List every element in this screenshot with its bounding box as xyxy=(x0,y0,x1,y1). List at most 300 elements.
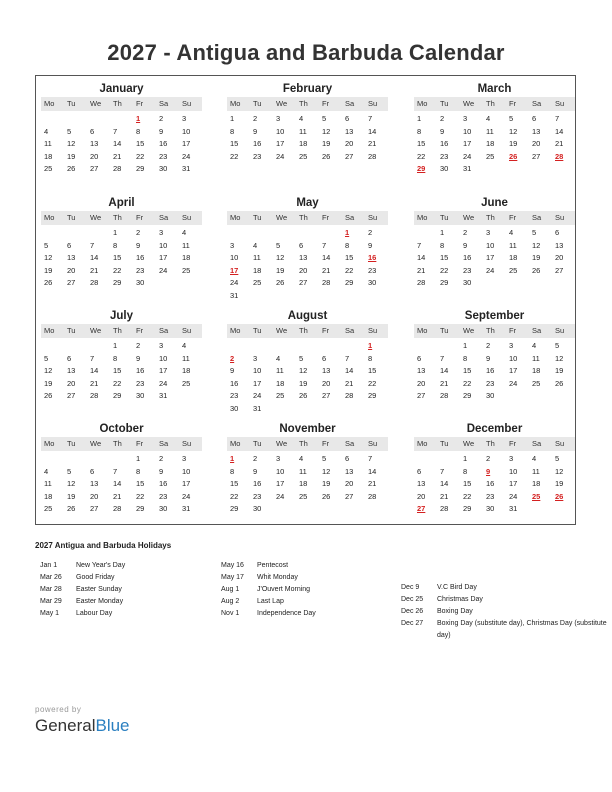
month-name: November xyxy=(279,423,336,435)
day-cell: 25 xyxy=(532,378,541,388)
month-november xyxy=(227,421,388,516)
day-cell: 12 xyxy=(276,253,285,263)
weekday-label: Mo xyxy=(44,326,55,335)
day-cell: 10 xyxy=(159,353,168,363)
weekday-label: Su xyxy=(182,99,192,108)
day-cell: 5 xyxy=(322,114,327,123)
day-cell: 22 xyxy=(417,151,426,161)
days-grid xyxy=(41,453,202,516)
day-cell: 6 xyxy=(532,114,537,123)
day-cell: 26 xyxy=(44,391,53,401)
day-cell: 13 xyxy=(417,479,426,489)
weekday-label: Su xyxy=(368,213,378,222)
weekday-label: Tu xyxy=(253,326,262,335)
weekday-label: Tu xyxy=(440,213,449,222)
weekday-label: We xyxy=(90,439,102,448)
weekday-label: Mo xyxy=(230,99,241,108)
day-cell: 17 xyxy=(276,139,285,149)
day-cell: 29 xyxy=(136,504,145,514)
day-cell: 21 xyxy=(555,139,564,149)
day-cell: 16 xyxy=(136,366,145,376)
holiday-day-cell: 17 xyxy=(230,265,239,275)
day-cell: 14 xyxy=(113,479,122,489)
weekday-label: Sa xyxy=(532,326,542,335)
day-cell: 21 xyxy=(440,378,449,388)
holiday-row xyxy=(40,560,125,572)
day-cell: 8 xyxy=(463,466,468,476)
day-cell: 22 xyxy=(230,151,239,161)
day-cell: 11 xyxy=(299,126,307,136)
holiday-row xyxy=(221,572,316,584)
day-cell: 3 xyxy=(463,114,468,123)
day-cell: 2 xyxy=(368,228,373,237)
weekday-label: Fr xyxy=(136,99,144,108)
holiday-name: Easter Sunday xyxy=(76,586,122,593)
day-cell: 29 xyxy=(368,391,377,401)
day-cell: 21 xyxy=(322,265,331,275)
month-october xyxy=(41,421,202,516)
day-cell: 10 xyxy=(463,126,472,136)
holiday-name: Christmas Day xyxy=(437,596,483,603)
day-cell: 7 xyxy=(113,126,118,136)
day-cell: 21 xyxy=(113,151,122,161)
day-cell: 15 xyxy=(113,366,122,376)
holiday-name: Easter Monday xyxy=(76,598,124,605)
day-cell: 20 xyxy=(417,491,426,501)
day-cell: 13 xyxy=(90,479,99,489)
days-grid xyxy=(414,453,575,516)
weekday-label: Fr xyxy=(509,213,517,222)
day-cell: 13 xyxy=(67,253,76,263)
day-cell: 22 xyxy=(113,378,122,388)
day-cell: 29 xyxy=(463,504,472,514)
month-name: July xyxy=(109,310,133,322)
day-cell: 31 xyxy=(509,504,518,514)
day-cell: 9 xyxy=(136,353,141,363)
holiday-day-cell: 1 xyxy=(136,114,141,123)
holiday-date: Dec 9 xyxy=(401,584,420,591)
empty-cell xyxy=(414,453,437,466)
month-name: August xyxy=(287,310,328,322)
empty-cell xyxy=(87,340,110,353)
day-cell: 4 xyxy=(509,228,514,237)
day-cell: 29 xyxy=(440,278,449,288)
holiday-row xyxy=(40,608,125,620)
day-cell: 9 xyxy=(253,126,258,136)
day-cell: 24 xyxy=(159,265,168,275)
weekday-label: Fr xyxy=(509,326,517,335)
empty-cell xyxy=(319,340,342,353)
weekday-label: Sa xyxy=(532,213,542,222)
day-cell: 21 xyxy=(345,378,354,388)
day-cell: 5 xyxy=(555,454,560,463)
day-cell: 5 xyxy=(276,240,281,250)
weekday-label: Sa xyxy=(532,439,542,448)
day-cell: 26 xyxy=(299,391,308,401)
day-cell: 31 xyxy=(182,164,191,174)
day-cell: 3 xyxy=(182,114,187,123)
weekday-label: Sa xyxy=(345,439,355,448)
day-cell: 26 xyxy=(44,278,53,288)
day-cell: 17 xyxy=(159,253,168,263)
day-cell: 19 xyxy=(44,265,53,275)
day-cell: 15 xyxy=(230,479,239,489)
day-cell: 27 xyxy=(555,265,564,275)
day-cell: 21 xyxy=(417,265,426,275)
day-cell: 17 xyxy=(159,366,168,376)
day-cell: 3 xyxy=(509,341,514,350)
day-cell: 3 xyxy=(276,114,281,123)
days-grid xyxy=(414,227,575,290)
holiday-date: Aug 1 xyxy=(221,586,240,593)
holiday-row xyxy=(40,572,125,584)
day-cell: 23 xyxy=(463,265,472,275)
holiday-day-cell: 1 xyxy=(230,454,235,463)
day-cell: 25 xyxy=(44,504,53,514)
day-cell: 10 xyxy=(253,366,262,376)
month-december xyxy=(414,421,575,516)
weekday-label: Th xyxy=(113,99,122,108)
weekday-label: Th xyxy=(486,326,495,335)
day-cell: 16 xyxy=(159,139,168,149)
holiday-row xyxy=(221,596,316,608)
month-august xyxy=(227,308,388,416)
day-cell: 3 xyxy=(486,228,491,237)
day-cell: 12 xyxy=(322,126,331,136)
days-grid xyxy=(227,453,388,516)
days-grid xyxy=(41,227,202,290)
day-cell: 3 xyxy=(159,228,164,237)
holiday-day-cell: 28 xyxy=(555,151,564,161)
day-cell: 16 xyxy=(253,139,262,149)
month-name: April xyxy=(108,197,135,209)
day-cell: 28 xyxy=(368,491,377,501)
day-cell: 2 xyxy=(440,114,445,123)
holiday-row xyxy=(401,618,611,642)
day-cell: 12 xyxy=(44,253,53,263)
day-cell: 1 xyxy=(463,454,468,463)
day-cell: 28 xyxy=(113,504,122,514)
day-cell: 14 xyxy=(113,139,122,149)
day-cell: 6 xyxy=(67,353,72,363)
weekday-label: Fr xyxy=(136,439,144,448)
day-cell: 23 xyxy=(159,491,168,501)
day-cell: 25 xyxy=(299,151,308,161)
month-february xyxy=(227,81,388,163)
day-cell: 6 xyxy=(555,228,560,237)
day-cell: 23 xyxy=(368,265,377,275)
holiday-day-cell: 16 xyxy=(368,253,377,263)
weekday-label: Tu xyxy=(253,213,262,222)
weekday-label: Su xyxy=(182,213,192,222)
day-cell: 21 xyxy=(90,378,99,388)
day-cell: 9 xyxy=(440,126,445,136)
day-cell: 3 xyxy=(182,454,187,463)
day-cell: 6 xyxy=(67,240,72,250)
weekday-label: Th xyxy=(486,439,495,448)
day-cell: 26 xyxy=(322,151,331,161)
generalblue-logo[interactable] xyxy=(35,716,130,736)
day-cell: 7 xyxy=(113,466,118,476)
day-cell: 16 xyxy=(253,479,262,489)
day-cell: 20 xyxy=(345,139,354,149)
day-cell: 23 xyxy=(159,151,168,161)
weekday-label: Fr xyxy=(322,213,330,222)
weekday-label: Su xyxy=(368,99,378,108)
day-cell: 30 xyxy=(253,504,262,514)
day-cell: 14 xyxy=(440,479,449,489)
day-cell: 22 xyxy=(440,265,449,275)
day-cell: 22 xyxy=(463,378,472,388)
weekday-label: Th xyxy=(113,439,122,448)
day-cell: 1 xyxy=(440,228,445,237)
day-cell: 13 xyxy=(417,366,426,376)
month-march xyxy=(414,81,575,176)
weekday-label: Th xyxy=(299,326,308,335)
day-cell: 30 xyxy=(159,504,168,514)
day-cell: 3 xyxy=(253,353,258,363)
day-cell: 27 xyxy=(90,504,99,514)
day-cell: 16 xyxy=(230,378,239,388)
day-cell: 6 xyxy=(299,240,304,250)
weekday-label: Tu xyxy=(253,439,262,448)
empty-cell xyxy=(64,453,87,466)
day-cell: 16 xyxy=(486,479,495,489)
day-cell: 14 xyxy=(90,253,99,263)
day-cell: 2 xyxy=(253,454,258,463)
day-cell: 6 xyxy=(90,126,95,136)
day-cell: 27 xyxy=(345,491,354,501)
weekday-label: Sa xyxy=(159,99,169,108)
day-cell: 5 xyxy=(67,126,72,136)
weekday-label: We xyxy=(463,326,475,335)
day-cell: 23 xyxy=(230,391,239,401)
day-cell: 21 xyxy=(368,479,377,489)
day-cell: 15 xyxy=(463,366,472,376)
weekday-label: Su xyxy=(555,326,565,335)
day-cell: 24 xyxy=(486,265,495,275)
empty-cell xyxy=(41,113,64,126)
day-cell: 15 xyxy=(136,139,145,149)
day-cell: 23 xyxy=(136,378,145,388)
month-january xyxy=(41,81,202,176)
day-cell: 5 xyxy=(555,341,560,350)
day-cell: 6 xyxy=(345,454,350,463)
day-cell: 22 xyxy=(136,491,145,501)
powered-by-label: powered by xyxy=(35,705,82,714)
weekday-label: Sa xyxy=(159,326,169,335)
day-cell: 4 xyxy=(44,466,49,476)
day-cell: 28 xyxy=(322,278,331,288)
weekday-header xyxy=(227,324,388,338)
day-cell: 18 xyxy=(299,479,308,489)
day-cell: 19 xyxy=(555,479,564,489)
holidays-column-3 xyxy=(401,582,611,642)
weekday-label: Fr xyxy=(136,213,144,222)
day-cell: 25 xyxy=(253,278,262,288)
day-cell: 18 xyxy=(509,253,518,263)
day-cell: 24 xyxy=(230,278,239,288)
month-may xyxy=(227,195,388,303)
month-september xyxy=(414,308,575,403)
day-cell: 1 xyxy=(136,454,141,463)
day-cell: 24 xyxy=(182,151,191,161)
day-cell: 26 xyxy=(276,278,285,288)
day-cell: 20 xyxy=(532,139,541,149)
day-cell: 14 xyxy=(322,253,331,263)
day-cell: 14 xyxy=(440,366,449,376)
days-grid xyxy=(227,113,388,163)
day-cell: 17 xyxy=(509,479,518,489)
day-cell: 10 xyxy=(230,253,239,263)
day-cell: 23 xyxy=(136,265,145,275)
empty-cell xyxy=(227,340,250,353)
day-cell: 26 xyxy=(67,164,76,174)
day-cell: 19 xyxy=(299,378,308,388)
day-cell: 6 xyxy=(417,353,422,363)
day-cell: 9 xyxy=(253,466,258,476)
weekday-label: Sa xyxy=(532,99,542,108)
day-cell: 5 xyxy=(509,114,514,123)
holiday-day-cell: 9 xyxy=(486,466,491,476)
empty-cell xyxy=(296,227,319,240)
day-cell: 15 xyxy=(440,253,449,263)
weekday-label: Th xyxy=(299,439,308,448)
day-cell: 3 xyxy=(509,454,514,463)
day-cell: 19 xyxy=(322,479,331,489)
day-cell: 2 xyxy=(136,341,141,350)
day-cell: 30 xyxy=(463,278,472,288)
weekday-label: Mo xyxy=(417,439,428,448)
weekday-header xyxy=(41,324,202,338)
month-name: June xyxy=(481,197,508,209)
day-cell: 30 xyxy=(486,391,495,401)
empty-cell xyxy=(41,453,64,466)
day-cell: 17 xyxy=(253,378,262,388)
day-cell: 11 xyxy=(276,366,284,376)
day-cell: 30 xyxy=(136,278,145,288)
day-cell: 14 xyxy=(368,466,377,476)
day-cell: 28 xyxy=(440,391,449,401)
days-grid xyxy=(227,227,388,303)
day-cell: 12 xyxy=(322,466,331,476)
day-cell: 2 xyxy=(159,454,164,463)
weekday-header xyxy=(227,437,388,451)
day-cell: 30 xyxy=(440,164,449,174)
day-cell: 20 xyxy=(299,265,308,275)
day-cell: 26 xyxy=(532,265,541,275)
weekday-label: Th xyxy=(113,326,122,335)
empty-cell xyxy=(437,340,460,353)
weekday-label: Mo xyxy=(230,439,241,448)
day-cell: 24 xyxy=(463,151,472,161)
weekday-label: Tu xyxy=(253,99,262,108)
day-cell: 20 xyxy=(345,479,354,489)
day-cell: 12 xyxy=(67,479,76,489)
day-cell: 20 xyxy=(555,253,564,263)
empty-cell xyxy=(41,340,64,353)
weekday-header xyxy=(41,211,202,225)
day-cell: 28 xyxy=(368,151,377,161)
day-cell: 27 xyxy=(90,164,99,174)
day-cell: 11 xyxy=(299,466,307,476)
day-cell: 24 xyxy=(276,491,285,501)
day-cell: 11 xyxy=(486,126,494,136)
day-cell: 15 xyxy=(230,139,239,149)
day-cell: 18 xyxy=(253,265,262,275)
day-cell: 10 xyxy=(159,240,168,250)
day-cell: 2 xyxy=(136,228,141,237)
day-cell: 27 xyxy=(67,278,76,288)
weekday-label: Fr xyxy=(322,99,330,108)
holidays-title: 2027 Antigua and Barbuda Holidays xyxy=(35,541,172,550)
day-cell: 16 xyxy=(440,139,449,149)
day-cell: 25 xyxy=(276,391,285,401)
day-cell: 14 xyxy=(90,366,99,376)
day-cell: 7 xyxy=(322,240,327,250)
holiday-name: Whit Monday xyxy=(257,574,298,581)
day-cell: 2 xyxy=(159,114,164,123)
weekday-label: Tu xyxy=(440,439,449,448)
holiday-day-cell: 1 xyxy=(345,228,350,237)
day-cell: 30 xyxy=(230,403,239,413)
day-cell: 29 xyxy=(113,278,122,288)
days-grid xyxy=(41,340,202,403)
day-cell: 19 xyxy=(44,378,53,388)
month-name: December xyxy=(466,423,523,435)
holiday-name: New Year's Day xyxy=(76,562,126,569)
day-cell: 24 xyxy=(159,378,168,388)
day-cell: 25 xyxy=(486,151,495,161)
month-name: September xyxy=(464,310,525,322)
day-cell: 22 xyxy=(230,491,239,501)
day-cell: 15 xyxy=(417,139,426,149)
day-cell: 27 xyxy=(345,151,354,161)
day-cell: 31 xyxy=(463,164,472,174)
day-cell: 5 xyxy=(532,228,537,237)
day-cell: 31 xyxy=(159,391,168,401)
weekday-label: We xyxy=(276,326,288,335)
day-cell: 12 xyxy=(555,466,564,476)
holiday-date: Mar 29 xyxy=(40,598,62,605)
day-cell: 10 xyxy=(276,466,285,476)
empty-cell xyxy=(319,227,342,240)
day-cell: 8 xyxy=(230,466,235,476)
holiday-date: Dec 26 xyxy=(401,608,424,615)
day-cell: 25 xyxy=(299,491,308,501)
day-cell: 14 xyxy=(555,126,564,136)
day-cell: 13 xyxy=(345,466,354,476)
empty-cell xyxy=(250,340,273,353)
day-cell: 8 xyxy=(368,353,373,363)
day-cell: 24 xyxy=(509,491,518,501)
holiday-day-cell: 26 xyxy=(509,151,518,161)
month-name: October xyxy=(99,423,144,435)
empty-cell xyxy=(41,227,64,240)
day-cell: 13 xyxy=(67,366,76,376)
day-cell: 6 xyxy=(417,466,422,476)
empty-cell xyxy=(64,113,87,126)
holiday-name: J'Ouvert Morning xyxy=(257,586,311,593)
day-cell: 29 xyxy=(230,504,239,514)
weekday-label: Fr xyxy=(509,99,517,108)
day-cell: 11 xyxy=(532,466,540,476)
day-cell: 8 xyxy=(136,126,141,136)
day-cell: 16 xyxy=(486,366,495,376)
day-cell: 28 xyxy=(90,391,99,401)
day-cell: 13 xyxy=(532,126,541,136)
empty-cell xyxy=(110,453,133,466)
